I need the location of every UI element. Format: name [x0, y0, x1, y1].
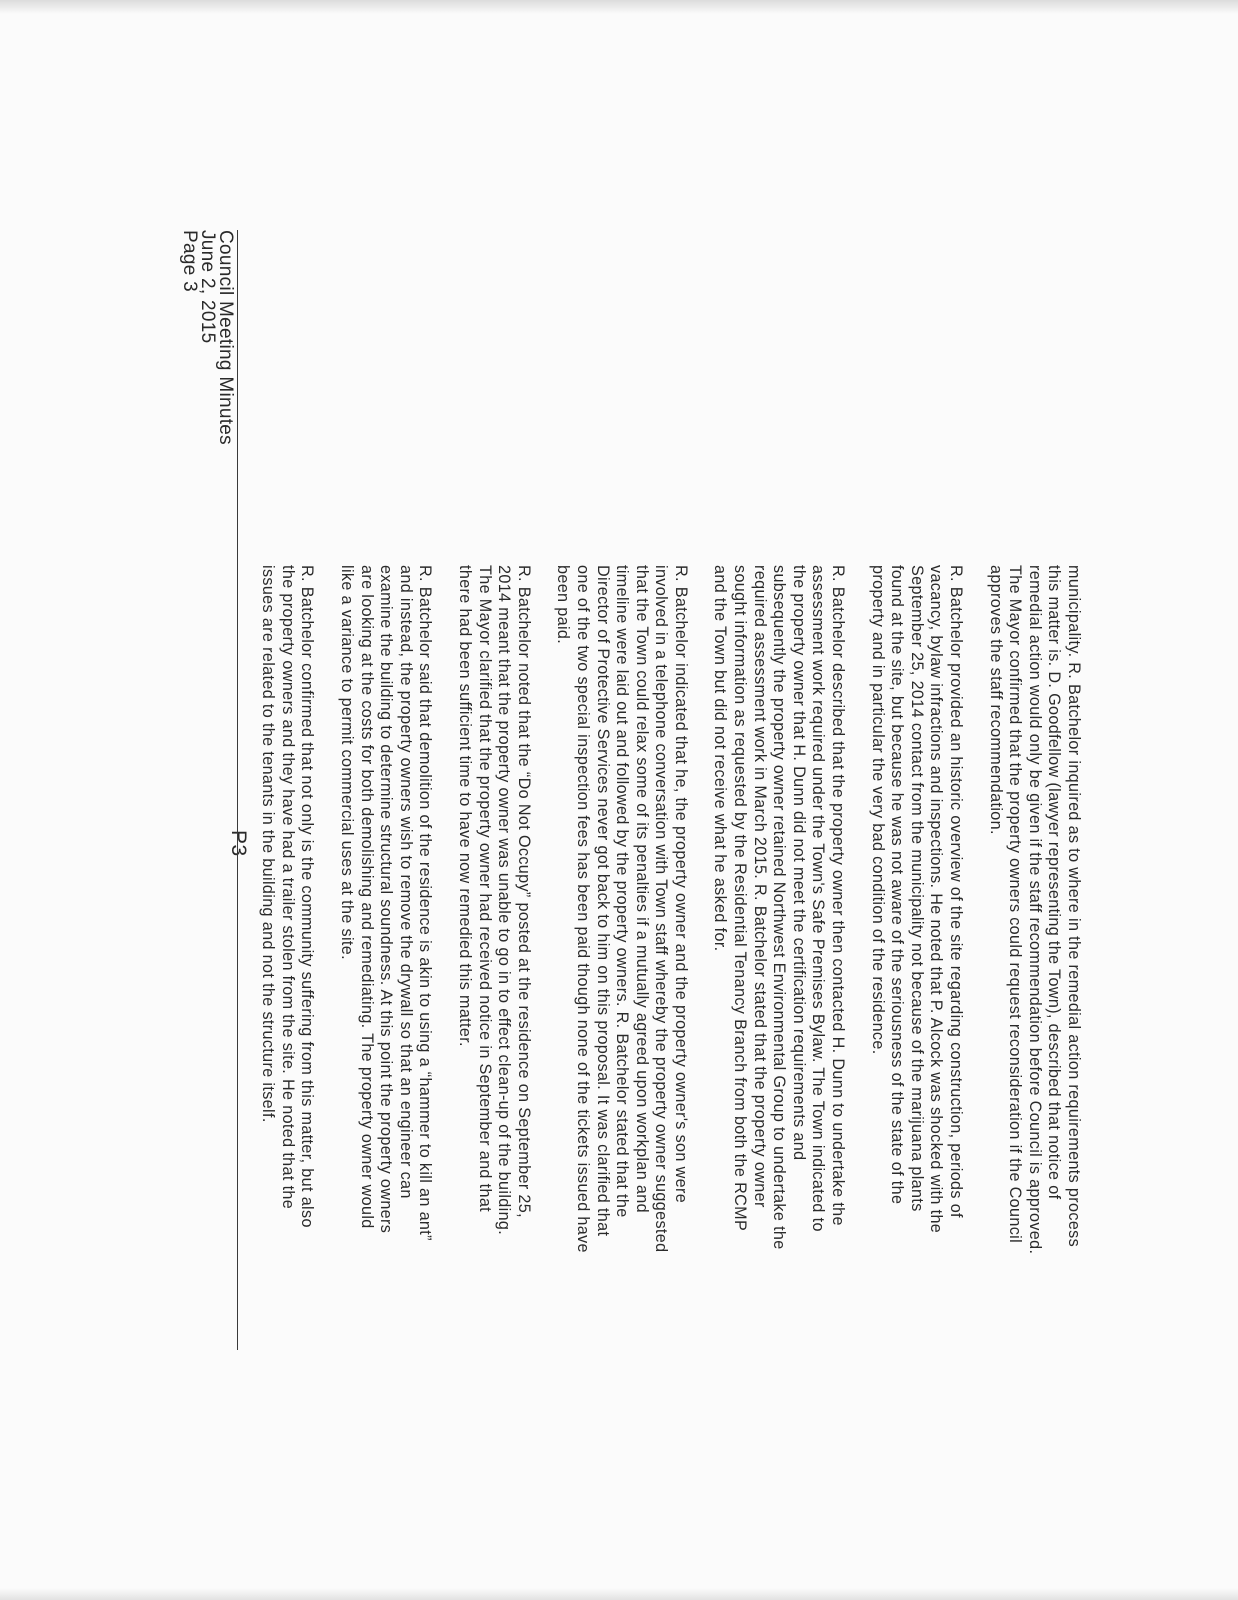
paragraph: R. Batchelor indicated that he, the property owner and the property owner's son were involved in a telephone conversation with Town staff whereby the property owner suggested that the Town could relax some of its penalties if a mutually agreed upon workplan and timeline were laid out and followed by the property owners. R. Batchelor stated that the Director of Protective Services never got back to him on this proposal. It was clarified that one of the two special inspection fees has been paid though none of the tickets issued have been paid.: [554, 565, 690, 1253]
document-body: [238, 565, 1083, 1255]
paragraph: R. Batchelor described that the property owner then contacted H. Dunn to undertake the assessment work required under the Town's Safe Premises Bylaw. The Town indicated to the property owner that H. Dunn did not meet the certification requirements and subsequently the property owner retained Northwest Environmental Group to undertake the required assessment work in March 2015. R. Batchelor stated that the property owner sought information as requested by the Residential Tenancy Branch from both the RCMP and the Town but did not receive what he asked for.: [711, 565, 848, 1250]
page-label: P3: [227, 830, 250, 857]
paragraph: R. Batchelor noted that the “Do Not Occupy” posted at the residence on September 25, 2014 meant that the property owner was unable to go in to effect clean-up of the building. The Mayor clarified that the property owner had received notice in September and that there had been sufficient time to have now remedied this matter.: [455, 565, 533, 1236]
document-header: [180, 230, 234, 830]
header-title: Council Meeting Minutes: [215, 230, 236, 445]
header-date: June 2, 2015: [197, 230, 218, 344]
paragraph: R. Batchelor confirmed that not only is the community suffering from this matter, but also the property owners and they have had a trailer stolen from the site. He noted that the issues are related to the tenants in the building and not the structure itself.: [259, 565, 317, 1228]
paragraph: municipality. R. Batchelor inquired as to where in the remedial action requirements process this matter is. D. Goodfellow (lawyer representing the Town), described that notice of remedial action would only be given if the staff recommendation before Council is approved. The Mayor confirmed that the property owners could request reconsideration if the Council approves the staff recommendation.: [986, 565, 1083, 1255]
header-page: Page 3: [179, 230, 200, 293]
paragraph: R. Batchelor provided an historic overview of the site regarding construction, periods of vacancy, bylaw infractions and inspections. He noted that P. Alcock was shocked with the September 25, 2014 contact from the municipality not because of the marijuana plants found at the site, but because he was not aware of the seriousness of the state of the property and in particular the very bad condition of the residence.: [868, 565, 966, 1234]
paragraph: R. Batchelor said that demolition of the residence is akin to using a “hammer to kill an ant” and instead, the property owners wish to remove the drywall so that an engineer can examine the building to determine structural soundness. At this point the property owners are looking at the costs for both demolishing and remediating. The property owner would like a variance to permit commercial uses at the site.: [338, 565, 435, 1241]
